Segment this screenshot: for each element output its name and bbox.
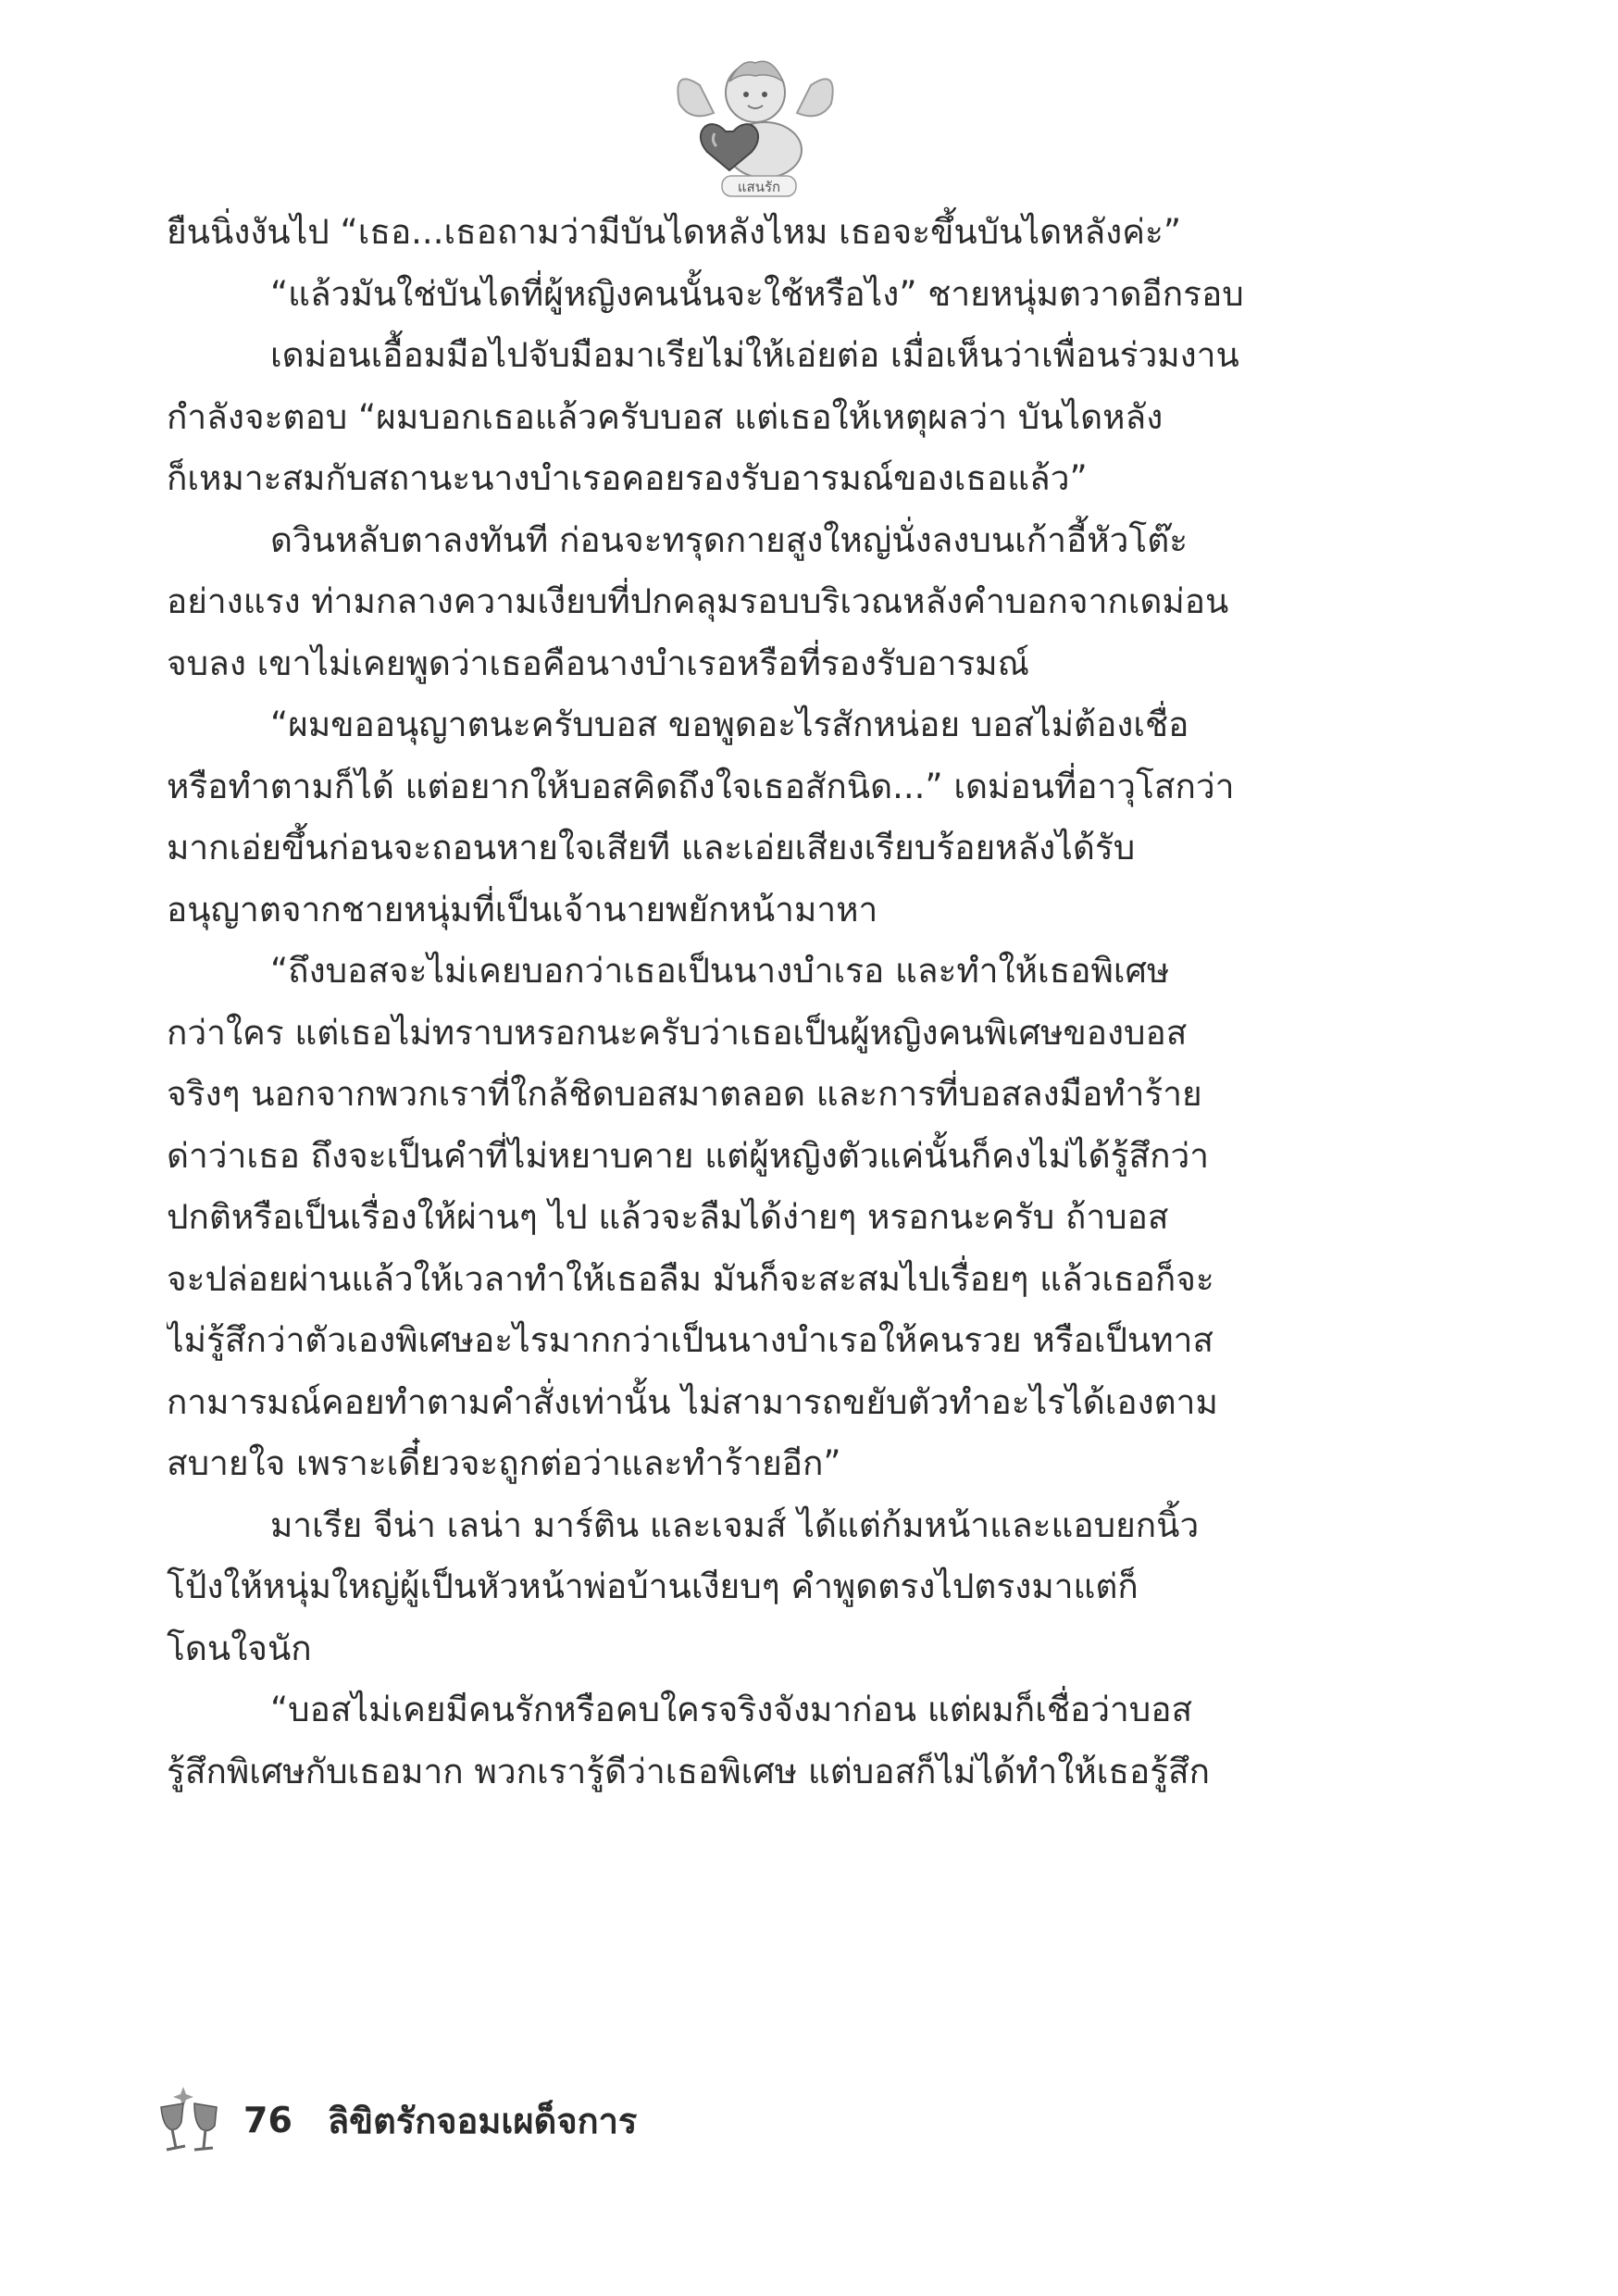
text-line: ปกติหรือเป็นเรื่องให้ผ่านๆ ไป แล้วจะลืมได้ง่ายๆ หรอกนะครับ ถ้าบอส [167, 1197, 1169, 1237]
text-line: กามารมณ์คอยทำตามคำสั่งเท่านั้น ไม่สามารถขยับตัวทำอะไรได้เองตาม [167, 1381, 1218, 1422]
paragraph [167, 510, 1344, 695]
book-title: ลิขิตรักจอมเผด็จการ [327, 2100, 638, 2141]
text-line: กว่าใคร แต่เธอไม่ทราบหรอกนะครับว่าเธอเป็นผู้หญิงคนพิเศษของบอส [167, 1012, 1188, 1053]
text-line: มากเอ่ยขึ้นก่อนจะถอนหายใจเสียที และเอ่ยเสียงเรียบร้อยหลังได้รับ [167, 828, 1136, 867]
text-line: อย่างแรง ท่ามกลางความเงียบที่ปกคลุมรอบบริเวณหลังคำบอกจากเดม่อน [167, 581, 1229, 621]
text-line: หรือทำตามก็ได้ แต่อยากให้บอสคิดถึงใจเธอสักนิด...” เดม่อนที่อาวุโสกว่า [167, 766, 1235, 806]
paragraph [167, 1495, 1344, 1680]
paragraph [167, 1679, 1344, 1803]
text-line: จริงๆ นอกจากพวกเราที่ใกล้ชิดบอสมาตลอด และการที่บอสลงมือทำร้าย [167, 1074, 1202, 1114]
paragraph [167, 694, 1344, 941]
text-line: เดม่อนเอื้อมมือไปจับมือมาเรียไม่ให้เอ่ยต่อ เมื่อเห็นว่าเพื่อนร่วมงาน [270, 335, 1239, 375]
logo-lettering: แสนรัก [737, 179, 781, 195]
text-line: “แล้วมันใช่บันไดที่ผู้หญิงคนนั้นจะใช้หรือไง” ชายหนุ่มตวาดอีกรอบ [270, 273, 1244, 314]
text-line: ก็เหมาะสมกับสถานะนางบำเรอคอยรองรับอารมณ์ของเธอแล้ว” [167, 458, 1088, 498]
wine-glasses-icon [148, 2083, 236, 2157]
text-line: สบายใจ เพราะเดี๋ยวจะถูกต่อว่าและทำร้ายอีก” [167, 1443, 841, 1483]
cupid-heart-logo [663, 48, 848, 201]
text-line: “บอสไม่เคยมีคนรักหรือคบใครจริงจังมาก่อน แต่ผมก็เชื่อว่าบอส [270, 1690, 1193, 1729]
text-line: ไม่รู้สึกว่าตัวเองพิเศษอะไรมากกว่าเป็นนางบำเรอให้คนรวย หรือเป็นทาส [167, 1320, 1214, 1360]
text-line: “ถึงบอสจะไม่เคยบอกว่าเธอเป็นนางบำเรอ และทำให้เธอพิเศษ [270, 951, 1170, 991]
text-line: รู้สึกพิเศษกับเธอมาก พวกเรารู้ดีว่าเธอพิเศษ แต่บอสก็ไม่ได้ทำให้เธอรู้สึก [167, 1751, 1211, 1791]
body-text [167, 202, 1344, 1803]
page-number: 76 [243, 2100, 292, 2140]
text-line: โป้งให้หนุ่มใหญ่ผู้เป็นหัวหน้าพ่อบ้านเงียบๆ คำพูดตรงไปตรงมาแต่ก็ [167, 1566, 1139, 1606]
text-line: อนุญาตจากชายหนุ่มที่เป็นเจ้านายพยักหน้ามาหา [167, 889, 878, 930]
text-line: กำลังจะตอบ “ผมบอกเธอแล้วครับบอส แต่เธอให้เหตุผลว่า บันไดหลัง [167, 396, 1164, 437]
text-line: “ผมขออนุญาตนะครับบอส ขอพูดอะไรสักหน่อย บอสไม่ต้องเชื่อ [270, 705, 1189, 744]
paragraph [167, 941, 1344, 1495]
text-line: จบลง เขาไม่เคยพูดว่าเธอคือนางบำเรอหรือที่รองรับอารมณ์ [167, 643, 1029, 683]
text-line: ด่าว่าเธอ ถึงจะเป็นคำที่ไม่หยาบคาย แต่ผู้หญิงตัวแค่นั้นก็คงไม่ได้รู้สึกว่า [167, 1135, 1210, 1176]
text-line: ดวินหลับตาลงทันที ก่อนจะทรุดกายสูงใหญ่นั่งลงบนเก้าอี้หัวโต๊ะ [270, 519, 1189, 560]
paragraph [167, 264, 1344, 326]
text-line: จะปล่อยผ่านแล้วให้เวลาทำให้เธอลืม มันก็จะสะสมไปเรื่อยๆ แล้วเธอก็จะ [167, 1258, 1214, 1299]
text-line: ยืนนิ่งงันไป “เธอ...เธอถามว่ามีบันไดหลังไหม เธอจะขึ้นบันไดหลังค่ะ” [167, 212, 1182, 252]
paragraph [167, 202, 1344, 264]
text-line: โดนใจนัก [167, 1628, 312, 1668]
paragraph [167, 325, 1344, 510]
text-line: มาเรีย จีน่า เลน่า มาร์ติน และเจมส์ ได้แต่ก้มหน้าและแอบยกนิ้ว [270, 1504, 1200, 1545]
page-footer [148, 2078, 637, 2162]
